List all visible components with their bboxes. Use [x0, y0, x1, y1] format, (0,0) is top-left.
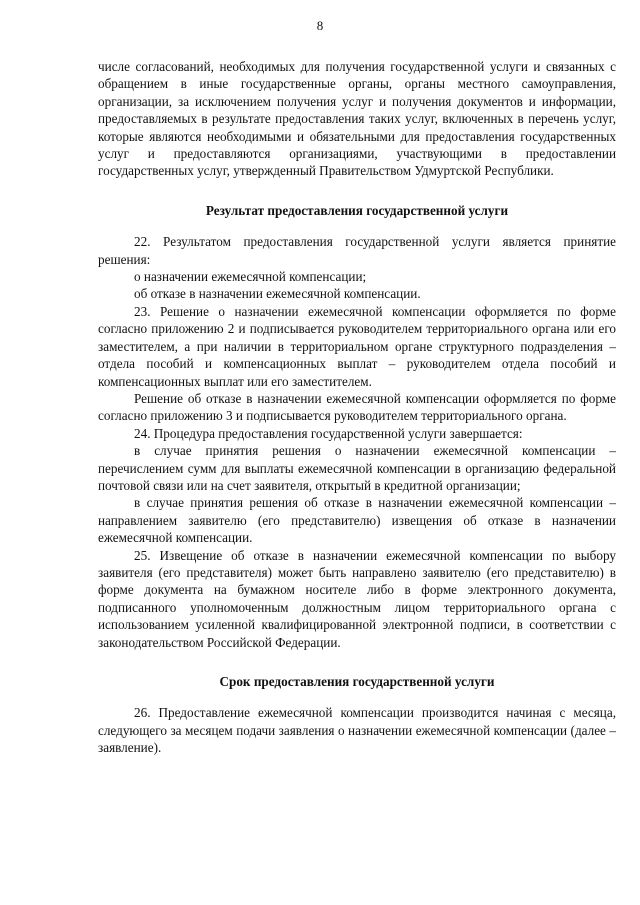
paragraph-24: 24. Процедура предоставления государственной услуги завершается:	[134, 425, 523, 441]
paragraph-24-case-b: в случае принятия решения об отказе в назначении ежемесячной компенсации – направлением заявителю (его представителю) извещения об отказе в назначении ежемесячной компенсации.	[98, 495, 616, 546]
paragraph-25: 25. Извещение об отказе в назначении ежемесячной компенсации по выбору заявителя (его представителя) может быть направлено заявителю (его представителю) в форме документа на бумажном носителе либо в форме электронного документа, подписанного уполномоченным должностным лицом территориального органа с использованием усиленной квалифицированной электронной подписи, в соответствии с законодательством Российской Федерации.	[98, 547, 616, 650]
paragraph-24-case-a: в случае принятия решения о назначении ежемесячной компенсации – перечислением сумм для выплаты ежемесячной компенсации в организацию федеральной почтовой связи или на счет заявителя, открытый в кредитной организации;	[98, 443, 616, 493]
page-number: 8	[316, 18, 324, 33]
paragraph-26: 26. Предоставление ежемесячной компенсации производится начиная с месяца, следующего за месяцем подачи заявления о назначении ежемесячной компенсации (далее – заявление).	[98, 705, 616, 756]
paragraph-22-item-1: о назначении ежемесячной компенсации;	[134, 269, 367, 285]
paragraph-22: 22. Результатом предоставления государственной услуги является принятие решения:	[98, 234, 616, 267]
paragraph-22-item-2: об отказе в назначении ежемесячной компенсации.	[134, 286, 421, 302]
document-body	[98, 58, 616, 757]
section-heading-result: Результат предоставления государственной услуги	[205, 202, 509, 218]
paragraph-23: 23. Решение о назначении ежемесячной компенсации оформляется по форме согласно приложению 2 и подписывается руководителем территориального органа или его заместителем, а при наличии в территориальном органе структурного подразделения – отдела пособий и компенсационных выплат – руководителем отдела пособий и компенсационных выплат или его заместителем.	[98, 303, 616, 389]
section-heading-term: Срок предоставления государственной услуги	[219, 674, 495, 689]
intro-paragraph: числе согласований, необходимых для получения государственной услуги и связанных с обращением в иные государственные органы, органы местного самоуправления, организации, за исключением получения услуг и получения документов и информации, предоставляемых в результате предоставления таких услуг, включенных в перечень услуг, которые являются необходимыми и обязательными для предоставления государственных услуг и предоставляются организациями, участвующими в предоставлении государственных услуг, утвержденный Правительством Удмуртской Республики.	[98, 59, 616, 179]
paragraph-23-refusal: Решение об отказе в назначении ежемесячной компенсации оформляется по форме согласно приложению 3 и подписывается руководителем территориального органа.	[98, 390, 616, 424]
